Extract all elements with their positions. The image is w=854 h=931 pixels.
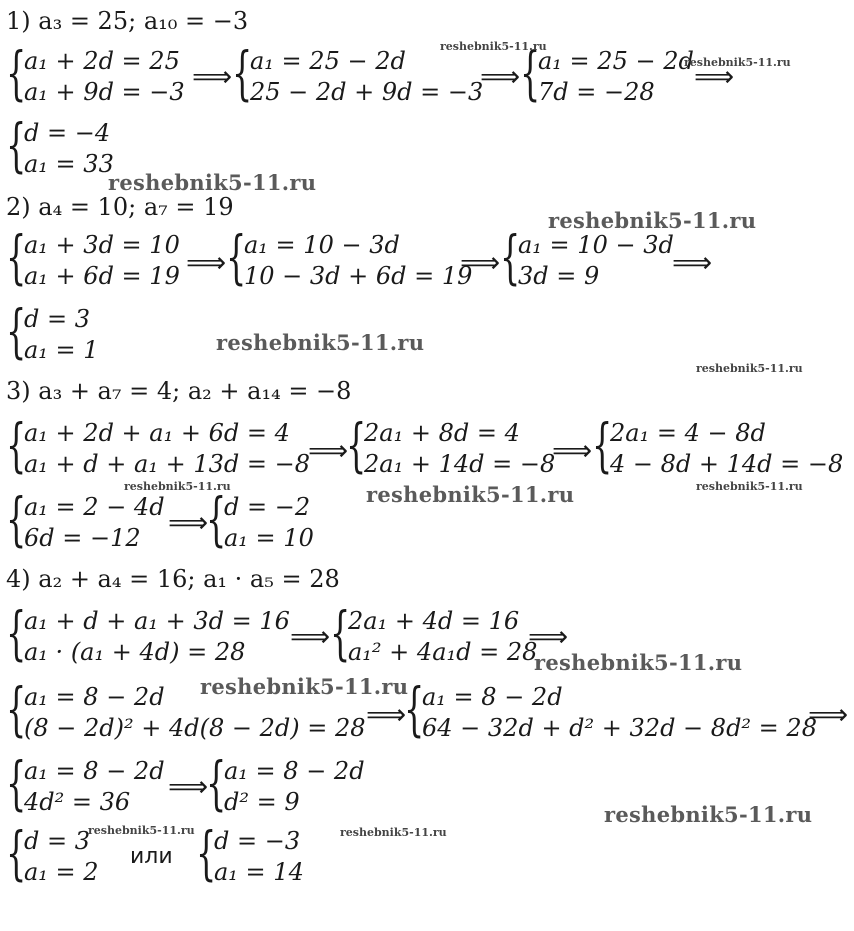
brace: { bbox=[6, 749, 27, 817]
equation: a₁ + d + a₁ + 3d = 16 bbox=[24, 607, 290, 635]
implies-arrow: ⟹ bbox=[192, 60, 233, 93]
task1-heading: 1) a₃ = 25; a₁₀ = −3 bbox=[6, 7, 249, 35]
implies-arrow: ⟹ bbox=[186, 246, 227, 279]
brace: { bbox=[6, 223, 27, 291]
brace: { bbox=[206, 749, 227, 817]
task4-system-5 bbox=[6, 749, 165, 818]
watermark: reshebnik5-11.ru bbox=[440, 40, 547, 53]
brace: { bbox=[232, 39, 253, 107]
equation: a₁ + 9d = −3 bbox=[24, 78, 185, 106]
task2-system-3 bbox=[500, 223, 674, 292]
implies-arrow: ⟹ bbox=[308, 434, 349, 467]
watermark: reshebnik5-11.ru bbox=[548, 208, 757, 233]
implies-arrow: ⟹ bbox=[672, 246, 713, 279]
watermark: reshebnik5-11.ru bbox=[200, 674, 409, 699]
equation: a₁ = 25 − 2d bbox=[538, 47, 694, 75]
task2-heading: 2) a₄ = 10; a₇ = 19 bbox=[6, 193, 234, 221]
brace: { bbox=[196, 819, 217, 887]
task4-system-8 bbox=[196, 819, 304, 888]
equation: 2a₁ + 4d = 16 bbox=[348, 607, 520, 635]
task1-system-1 bbox=[6, 39, 185, 108]
implies-arrow: ⟹ bbox=[480, 60, 521, 93]
equation: a₁² + 4a₁d = 28 bbox=[348, 638, 538, 666]
implies-arrow: ⟹ bbox=[168, 770, 209, 803]
brace: { bbox=[6, 675, 27, 743]
implies-arrow: ⟹ bbox=[528, 620, 569, 653]
watermark: reshebnik5-11.ru bbox=[696, 362, 803, 375]
equation: a₁ + 2d + a₁ + 6d = 4 bbox=[24, 419, 290, 447]
task3-system-3 bbox=[592, 411, 844, 480]
equation: a₁ = 8 − 2d bbox=[24, 757, 165, 785]
task4-system-4 bbox=[404, 675, 817, 744]
equation: a₁ = 10 bbox=[224, 524, 314, 552]
equation: a₁ + 3d = 10 bbox=[24, 231, 180, 259]
equation: a₁ = 8 − 2d bbox=[224, 757, 365, 785]
task1-system-4 bbox=[6, 111, 114, 180]
equation: 2a₁ + 14d = −8 bbox=[364, 450, 556, 478]
task2-system-4 bbox=[6, 297, 99, 366]
or-word: или bbox=[130, 844, 173, 869]
equation: d² = 9 bbox=[224, 788, 300, 816]
task3-heading: 3) a₃ + a₇ = 4; a₂ + a₁₄ = −8 bbox=[6, 377, 352, 405]
task3-system-4 bbox=[6, 485, 165, 554]
task3-system-1 bbox=[6, 411, 310, 480]
watermark: reshebnik5-11.ru bbox=[124, 480, 231, 493]
equation: 3d = 9 bbox=[518, 262, 600, 290]
equation: d = −3 bbox=[214, 827, 301, 855]
equation: a₁ + 2d = 25 bbox=[24, 47, 180, 75]
equation: a₁ + d + a₁ + 13d = −8 bbox=[24, 450, 310, 478]
equation: d = −4 bbox=[24, 119, 111, 147]
equation: a₁ · (a₁ + 4d) = 28 bbox=[24, 638, 246, 666]
watermark: reshebnik5-11.ru bbox=[684, 56, 791, 69]
brace: { bbox=[226, 223, 247, 291]
brace: { bbox=[6, 599, 27, 667]
equation: 7d = −28 bbox=[538, 78, 655, 106]
equation: a₁ + 6d = 19 bbox=[24, 262, 180, 290]
implies-arrow: ⟹ bbox=[552, 434, 593, 467]
implies-arrow: ⟹ bbox=[366, 698, 407, 731]
task3-system-5 bbox=[206, 485, 314, 554]
brace: { bbox=[330, 599, 351, 667]
equation: a₁ = 2 bbox=[24, 858, 99, 886]
watermark: reshebnik5-11.ru bbox=[216, 330, 425, 355]
equation: a₁ = 25 − 2d bbox=[250, 47, 406, 75]
brace: { bbox=[520, 39, 541, 107]
watermark: reshebnik5-11.ru bbox=[340, 826, 447, 839]
equation: 25 − 2d + 9d = −3 bbox=[250, 78, 484, 106]
equation: d = 3 bbox=[24, 305, 90, 333]
watermark: reshebnik5-11.ru bbox=[366, 482, 575, 507]
equation: 2a₁ = 4 − 8d bbox=[610, 419, 766, 447]
brace: { bbox=[6, 485, 27, 553]
watermark: reshebnik5-11.ru bbox=[604, 802, 813, 827]
watermark: reshebnik5-11.ru bbox=[696, 480, 803, 493]
equation: 64 − 32d + d² + 32d − 8d² = 28 bbox=[422, 714, 817, 742]
equation: a₁ = 2 − 4d bbox=[24, 493, 165, 521]
task4-heading: 4) a₂ + a₄ = 16; a₁ · a₅ = 28 bbox=[6, 565, 340, 593]
task2-system-2 bbox=[226, 223, 473, 292]
equation: d = −2 bbox=[224, 493, 311, 521]
equation: 4d² = 36 bbox=[24, 788, 131, 816]
brace: { bbox=[6, 411, 27, 479]
brace: { bbox=[6, 39, 27, 107]
brace: { bbox=[6, 111, 27, 179]
task1-system-3 bbox=[520, 39, 694, 108]
task4-system-1 bbox=[6, 599, 290, 668]
brace: { bbox=[6, 297, 27, 365]
watermark: reshebnik5-11.ru bbox=[534, 650, 743, 675]
task2-system-1 bbox=[6, 223, 180, 292]
equation: a₁ = 33 bbox=[24, 150, 114, 178]
brace: { bbox=[500, 223, 521, 291]
brace: { bbox=[346, 411, 367, 479]
task4-system-2 bbox=[330, 599, 538, 668]
equation: (8 − 2d)² + 4d(8 − 2d) = 28 bbox=[24, 714, 366, 742]
equation: 10 − 3d + 6d = 19 bbox=[244, 262, 473, 290]
equation: a₁ = 14 bbox=[214, 858, 304, 886]
equation: 6d = −12 bbox=[24, 524, 141, 552]
brace: { bbox=[6, 819, 27, 887]
implies-arrow: ⟹ bbox=[694, 60, 735, 93]
task4-system-7 bbox=[6, 819, 99, 888]
implies-arrow: ⟹ bbox=[460, 246, 501, 279]
watermark: reshebnik5-11.ru bbox=[88, 824, 195, 837]
task1-system-2 bbox=[232, 39, 484, 108]
equation: 2a₁ + 8d = 4 bbox=[364, 419, 520, 447]
task4-system-6 bbox=[206, 749, 365, 818]
brace: { bbox=[404, 675, 425, 743]
equation: d = 3 bbox=[24, 827, 90, 855]
equation: a₁ = 1 bbox=[24, 336, 99, 364]
brace: { bbox=[206, 485, 227, 553]
equation: 4 − 8d + 14d = −8 bbox=[610, 450, 844, 478]
implies-arrow: ⟹ bbox=[290, 620, 331, 653]
equation: a₁ = 10 − 3d bbox=[244, 231, 400, 259]
equation: a₁ = 8 − 2d bbox=[422, 683, 563, 711]
task3-system-2 bbox=[346, 411, 556, 480]
equation: a₁ = 8 − 2d bbox=[24, 683, 165, 711]
implies-arrow: ⟹ bbox=[168, 506, 209, 539]
watermark: reshebnik5-11.ru bbox=[108, 170, 317, 195]
equation: a₁ = 10 − 3d bbox=[518, 231, 674, 259]
implies-arrow: ⟹ bbox=[808, 698, 849, 731]
brace: { bbox=[592, 411, 613, 479]
